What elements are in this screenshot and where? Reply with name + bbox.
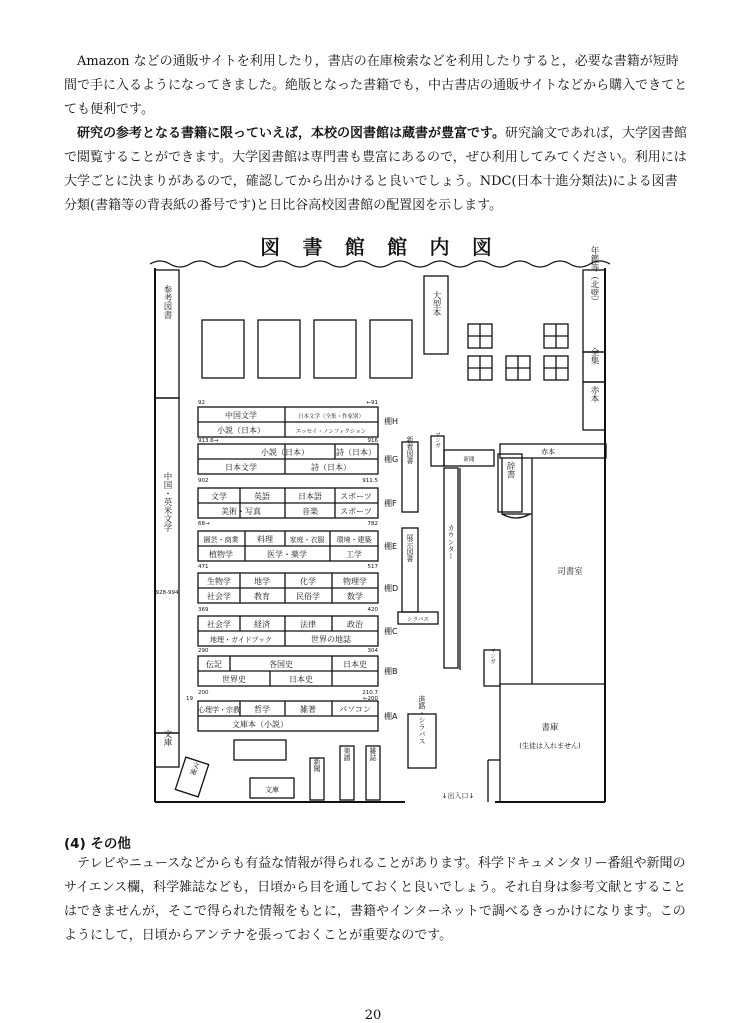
shelf-cell: 文学 — [211, 492, 227, 501]
shelf-number: 782 — [367, 521, 378, 527]
shelf-label-b: 棚B — [384, 667, 398, 676]
area-oversize: 大型本 — [431, 291, 441, 317]
area-stack-note: (生徒は入れません) — [519, 742, 581, 750]
shelf-label-a: 棚A — [384, 712, 398, 721]
shelf-label-c: 棚C — [384, 627, 398, 636]
shelf-label-h: 棚H — [384, 417, 399, 426]
shelf-cell: 民俗学 — [296, 592, 320, 601]
shelf-number: 290 — [198, 648, 209, 654]
shelf-cell: 雑著 — [300, 705, 316, 714]
shelf-cell: スポーツ — [340, 507, 372, 516]
shelf-cell: 料理 — [257, 535, 273, 544]
area-music-score: 楽譜 — [343, 747, 351, 761]
area-paperback-bottom: 文庫 — [265, 786, 279, 794]
area-new-books: 新着図書 — [406, 436, 414, 464]
library-floor-map — [150, 232, 610, 812]
wall-collections: 全集 — [589, 347, 599, 365]
area-manga-bottom: マンガ — [489, 647, 495, 665]
area-librarian-room: 司書室 — [557, 567, 583, 577]
shelf-cell: 社会学 — [207, 620, 231, 629]
shelf-cell: 法律 — [300, 620, 316, 629]
shelf-cell: 世界史 — [222, 675, 246, 684]
shelf-cell: 世界の地誌 — [311, 635, 351, 644]
shelf-cell: 中国文学 — [225, 411, 257, 420]
shelf-cell: 医学・薬学 — [267, 550, 307, 559]
area-entrance: ↓出入口↓ — [441, 792, 475, 800]
shelf-cell: 園芸・商業 — [203, 536, 239, 544]
shelf-number: 369 — [198, 607, 209, 613]
shelf-cell: スポーツ — [340, 492, 372, 501]
shelf-number: ←200 — [362, 696, 378, 702]
shelf-cell: 地学 — [254, 577, 270, 586]
area-display: 展示図書 — [406, 534, 414, 562]
shelf-number: 420 — [367, 607, 378, 613]
shelf-number: 916 — [367, 438, 378, 444]
shelf-cell: 心理学・宗教 — [198, 706, 240, 714]
shelf-number: 902 — [198, 478, 209, 484]
shelf-number: 517 — [367, 564, 378, 570]
area-manga-top: マンガ — [434, 431, 440, 449]
wall-foreign-range: 928-994 — [155, 590, 179, 596]
shelf-number: 471 — [198, 564, 209, 570]
shelf-label-e: 棚E — [384, 542, 398, 551]
shelf-cell: 生物学 — [207, 577, 231, 586]
shelf-cell: 文庫本（小説） — [232, 720, 288, 729]
shelf-cell: パソコン — [339, 705, 371, 714]
wall-yearbooks: 年鑑等（北壁） — [589, 246, 599, 306]
shelf-cell: 環境・建築 — [336, 536, 372, 544]
shelf-cell: 日本史 — [289, 675, 313, 684]
intro-paragraph-2 — [64, 122, 688, 218]
shelf-label-d: 棚D — [384, 584, 399, 593]
wall-paperback: 文庫 — [162, 729, 172, 747]
area-stack-room: 書庫 — [541, 723, 559, 733]
wall-foreign-literature: 中国・英米文学 — [162, 472, 172, 532]
shelf-cell: 日本史 — [343, 660, 367, 669]
shelf-cell: 工学 — [346, 550, 362, 559]
shelf-number: 913.6→ — [198, 438, 219, 444]
shelf-number: 210.7 — [362, 690, 378, 696]
shelf-cell: 日本語 — [298, 492, 322, 501]
shelf-cell: 数学 — [347, 592, 363, 601]
shelf-cell: 地理・ガイドブック — [209, 636, 273, 644]
shelf-number: ←91 — [366, 400, 378, 406]
shelf-cell: 小説（日本） — [217, 426, 265, 435]
shelf-cell: 社会学 — [207, 592, 231, 601]
area-akahon: 赤本 — [541, 448, 555, 456]
shelf-cell: 各国史 — [269, 660, 293, 669]
shelf-number: 911.5 — [362, 478, 378, 484]
intro-paragraph-1: Amazon などの通販サイトを利用したり，書店の在庫検索などを利用したりすると，必要な書籍が短時間で手に入るようになってきました。絶版となった書籍でも，中古書店の通販サイトなどから購入できてとても便利です。 — [64, 54, 688, 117]
shelf-cell: 小説（日本） — [261, 448, 309, 457]
wall-reference: 参考図書 — [162, 285, 172, 319]
page-number: 20 — [364, 1008, 382, 1023]
wall-akahon: 赤本 — [589, 385, 599, 403]
shelf-cell: 教育 — [254, 592, 270, 601]
shelf-cell: 音楽 — [302, 507, 318, 516]
shelf-cell: 化学 — [300, 577, 316, 586]
area-magazine: 雑誌 — [369, 747, 377, 761]
area-newspaper-top: 新聞 — [463, 457, 475, 463]
section-body: テレビやニュースなどからも有益な情報が得られることがあります。科学ドキュメンタリー番組や新聞のサイエンス欄，科学雑誌なども，日頃から目を通しておくと良いでしょう。それ自身は参考文献とすることはできませんが，そこで得られた情報をもとに，書籍やインターネットで調べるきっかけになります。このようにして，日頃からアンテナを張っておくことが重要なのです。 — [64, 856, 687, 943]
shelf-cell: 詩（日本） — [336, 448, 376, 457]
shelf-label-g: 棚G — [384, 455, 399, 464]
shelf-cell: 日本文学（全集・作家別） — [297, 414, 365, 420]
shelf-cell: 英語 — [254, 492, 270, 501]
area-career-syllabus: 進路・シラバス — [418, 695, 426, 745]
map-title: 図 書 館 館 内 図 — [260, 235, 500, 259]
shelf-cell: 日本文学 — [225, 463, 257, 472]
shelf-cell: 美術・写真 — [221, 507, 261, 516]
intro-emphasis: 研究の参考となる書籍に限っていえば，本校の図書館は蔵書が豊富です。 — [77, 126, 505, 141]
shelf-number: 19 — [186, 696, 193, 702]
shelf-number: 92 — [198, 400, 205, 406]
area-syllabus: シラバス — [406, 617, 430, 623]
shelf-cell: 経済 — [254, 620, 270, 629]
intro-paragraph-2-text: 研究論文であれば，大学図書館で閲覧することができます。大学図書館は専門書も豊富にあるので，ぜひ利用してみてください。利用には大学ごとに決まりがあるので，確認してから出かけると良いでしょう。NDC(日本十進分類法)による図書分類(書籍等の背表紙の番号です)と日比谷高校図書館の配置図を示します。 — [64, 126, 687, 213]
shelf-number: 200 — [198, 690, 209, 696]
shelf-cell: 哲学 — [254, 705, 270, 714]
shelf-cell: 物理学 — [343, 577, 367, 586]
shelf-cell: 植物学 — [209, 550, 233, 559]
area-newspaper-bottom: 新聞 — [313, 758, 321, 772]
shelf-cell: 家庭・衣服 — [289, 536, 325, 544]
shelf-cell: 政治 — [347, 620, 363, 629]
area-dictionary: 辞書 — [505, 461, 515, 479]
shelf-cell: 伝記 — [206, 660, 222, 669]
shelf-label-f: 棚F — [384, 499, 397, 508]
shelf-cell: エッセイ・ノンフィクション — [295, 429, 367, 435]
area-counter: カウンター — [447, 524, 455, 560]
shelf-number: 68→ — [198, 521, 210, 527]
shelf-cell: 詩（日本） — [311, 463, 351, 472]
area-paperback-diagonal: 文庫 — [188, 760, 201, 777]
section-heading: (4) その他 — [64, 836, 131, 852]
shelf-number: 304 — [367, 648, 378, 654]
